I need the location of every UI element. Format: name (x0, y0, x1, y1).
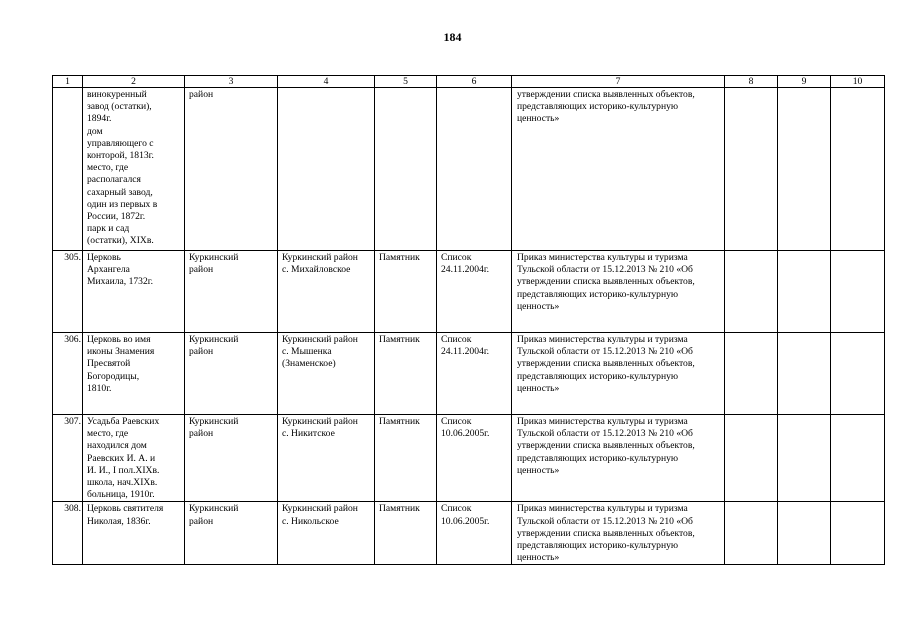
table-row (53, 415, 885, 502)
cell-line: Памятник (379, 416, 420, 427)
cell-line: район (189, 428, 214, 440)
table-row (53, 502, 885, 565)
cell-line: Приказ министерства культуры и туризма (517, 252, 688, 263)
location-cell (278, 88, 375, 251)
category-cell (375, 502, 437, 565)
cell-line: 1894г. (87, 113, 112, 125)
cell-line: винокуренный (87, 89, 147, 100)
cell-line: Памятник (379, 334, 420, 345)
cell-line: России, 1872г. (87, 211, 146, 223)
empty-cell (725, 88, 778, 251)
empty-cell (778, 333, 831, 415)
category-cell (375, 88, 437, 251)
empty-cell (778, 415, 831, 502)
name-cell (83, 502, 185, 565)
cell-line: располагался (87, 174, 141, 186)
cell-line: парк и сад (87, 223, 130, 235)
cell-line: Приказ министерства культуры и туризма (517, 334, 688, 345)
page-number: 184 (443, 30, 462, 44)
cell-line: И. И., I пол.XIXв. (87, 464, 160, 476)
cell-line: 1810г. (87, 382, 112, 394)
cell-line: Куркинский район (282, 252, 358, 263)
column-header-9: 9 (778, 76, 831, 88)
cell-line: Церковь (87, 252, 121, 263)
cell-line: утверждении списка выявленных объектов, (517, 527, 695, 539)
cell-line: Приказ министерства культуры и туризма (517, 416, 688, 427)
column-header-4: 4 (278, 76, 375, 88)
document-cell (437, 251, 512, 333)
cell-line: район (189, 89, 214, 100)
name-cell (83, 415, 185, 502)
cell-line: Куркинский (189, 252, 239, 263)
cell-line: Богородицы, (87, 370, 140, 382)
cell-line: управляющего с (87, 137, 154, 149)
table-row (53, 88, 885, 251)
cell-line: Куркинский (189, 503, 239, 515)
cell-line: 24.11.2004г. (441, 264, 490, 276)
empty-cell (831, 502, 885, 565)
column-header-8: 8 (725, 76, 778, 88)
cell-line: Куркинский район (282, 416, 358, 427)
cell-line: дом (87, 125, 103, 137)
order-cell (512, 415, 725, 502)
column-header-6: 6 (437, 76, 512, 88)
cell-line: Список (441, 503, 472, 515)
category-cell (375, 333, 437, 415)
location-cell (278, 502, 375, 565)
district-cell (185, 251, 278, 333)
column-header-2: 2 (83, 76, 185, 88)
monuments-table (52, 75, 885, 565)
cell-line: место, где (87, 428, 129, 440)
cell-line: район (189, 515, 214, 527)
cell-line: Церковь святителя (87, 503, 164, 515)
empty-cell (778, 251, 831, 333)
empty-cell (725, 415, 778, 502)
district-cell (185, 502, 278, 565)
empty-cell (725, 251, 778, 333)
cell-line: Куркинский район (282, 334, 358, 345)
cell-line: утверждении списка выявленных объектов, (517, 440, 695, 452)
cell-line: ценность» (517, 113, 560, 125)
cell-line: представляющих историко-культурную (517, 540, 679, 552)
cell-line: (остатки), XIXв. (87, 235, 154, 247)
table-row (53, 333, 885, 415)
cell-line: находился дом (87, 440, 147, 452)
document-cell (437, 415, 512, 502)
name-cell (83, 251, 185, 333)
cell-line: утверждении списка выявленных объектов, (517, 276, 695, 288)
empty-cell (831, 251, 885, 333)
cell-line: с. Никитское (282, 428, 335, 440)
cell-line: утверждении списка выявленных объектов, (517, 358, 695, 370)
location-cell (278, 415, 375, 502)
cell-line: 24.11.2004г. (441, 346, 490, 358)
cell-line: Тульской области от 15.12.2013 № 210 «Об (517, 515, 693, 527)
cell-line: конторой, 1813г. (87, 150, 154, 162)
cell-line: 10.06.2005г. (441, 515, 490, 527)
document-cell (437, 502, 512, 565)
cell-line: район (189, 264, 214, 276)
cell-line: Пресвятой (87, 358, 131, 370)
order-cell (512, 251, 725, 333)
empty-cell (831, 415, 885, 502)
empty-cell (778, 88, 831, 251)
district-cell (185, 333, 278, 415)
column-header-3: 3 (185, 76, 278, 88)
category-cell (375, 251, 437, 333)
empty-cell (725, 333, 778, 415)
cell-line: место, где (87, 162, 129, 174)
table-row (53, 251, 885, 333)
cell-line: Усадьба Раевских (87, 416, 160, 427)
cell-line: Церковь во имя (87, 334, 151, 345)
cell-line: один из первых в (87, 198, 158, 210)
cell-line: больница, 1910г. (87, 489, 155, 501)
order-cell (512, 333, 725, 415)
empty-cell (778, 502, 831, 565)
cell-line: Памятник (379, 252, 420, 263)
cell-line: Архангела (87, 264, 130, 276)
table-header-row (53, 76, 885, 88)
empty-cell (725, 502, 778, 565)
row-number-cell: 306. (53, 333, 83, 415)
cell-line: Куркинский район (282, 503, 358, 515)
row-number-cell: 308. (53, 502, 83, 565)
cell-line: Приказ министерства культуры и туризма (517, 503, 688, 515)
table-body (53, 88, 885, 565)
name-cell (83, 333, 185, 415)
cell-line: 10.06.2005г. (441, 428, 490, 440)
cell-line: представляющих историко-культурную (517, 288, 679, 300)
row-number-cell: 307. (53, 415, 83, 502)
cell-line: Список (441, 334, 472, 345)
cell-line: иконы Знамения (87, 346, 155, 358)
cell-line: школа, нач.XIXв. (87, 477, 158, 489)
column-header-5: 5 (375, 76, 437, 88)
document-cell (437, 333, 512, 415)
cell-line: ценность» (517, 464, 560, 476)
row-number-cell (53, 88, 83, 251)
cell-line: Михаила, 1732г. (87, 276, 154, 288)
location-cell (278, 251, 375, 333)
order-cell (512, 502, 725, 565)
column-header-7: 7 (512, 76, 725, 88)
cell-line: Куркинский (189, 334, 239, 345)
cell-line: с. Михайловское (282, 264, 351, 276)
cell-line: Раевских И. А. и (87, 452, 156, 464)
location-cell (278, 333, 375, 415)
cell-line: Тульской области от 15.12.2013 № 210 «Об (517, 264, 693, 276)
category-cell (375, 415, 437, 502)
cell-line: Тульской области от 15.12.2013 № 210 «Об (517, 428, 693, 440)
cell-line: Куркинский (189, 416, 239, 427)
cell-line: утверждении списка выявленных объектов, (517, 89, 695, 100)
cell-line: представляющих историко-культурную (517, 370, 679, 382)
cell-line: ценность» (517, 300, 560, 312)
cell-line: район (189, 346, 214, 358)
district-cell (185, 88, 278, 251)
cell-line: представляющих историко-культурную (517, 452, 679, 464)
column-header-10: 10 (831, 76, 885, 88)
cell-line: (Знаменское) (282, 358, 336, 370)
cell-line: Список (441, 416, 472, 427)
document-cell (437, 88, 512, 251)
name-cell (83, 88, 185, 251)
district-cell (185, 415, 278, 502)
cell-line: сахарный завод, (87, 186, 153, 198)
cell-line: с. Мышенка (282, 346, 332, 358)
cell-line: Памятник (379, 503, 420, 515)
cell-line: ценность» (517, 552, 560, 564)
cell-line: ценность» (517, 382, 560, 394)
cell-line: Список (441, 252, 472, 263)
order-cell (512, 88, 725, 251)
row-number-cell: 305. (53, 251, 83, 333)
cell-line: с. Никольское (282, 515, 339, 527)
empty-cell (831, 88, 885, 251)
empty-cell (831, 333, 885, 415)
cell-line: Тульской области от 15.12.2013 № 210 «Об (517, 346, 693, 358)
column-header-1: 1 (53, 76, 83, 88)
cell-line: Николая, 1836г. (87, 515, 151, 527)
cell-line: представляющих историко-культурную (517, 101, 679, 113)
cell-line: завод (остатки), (87, 101, 152, 113)
